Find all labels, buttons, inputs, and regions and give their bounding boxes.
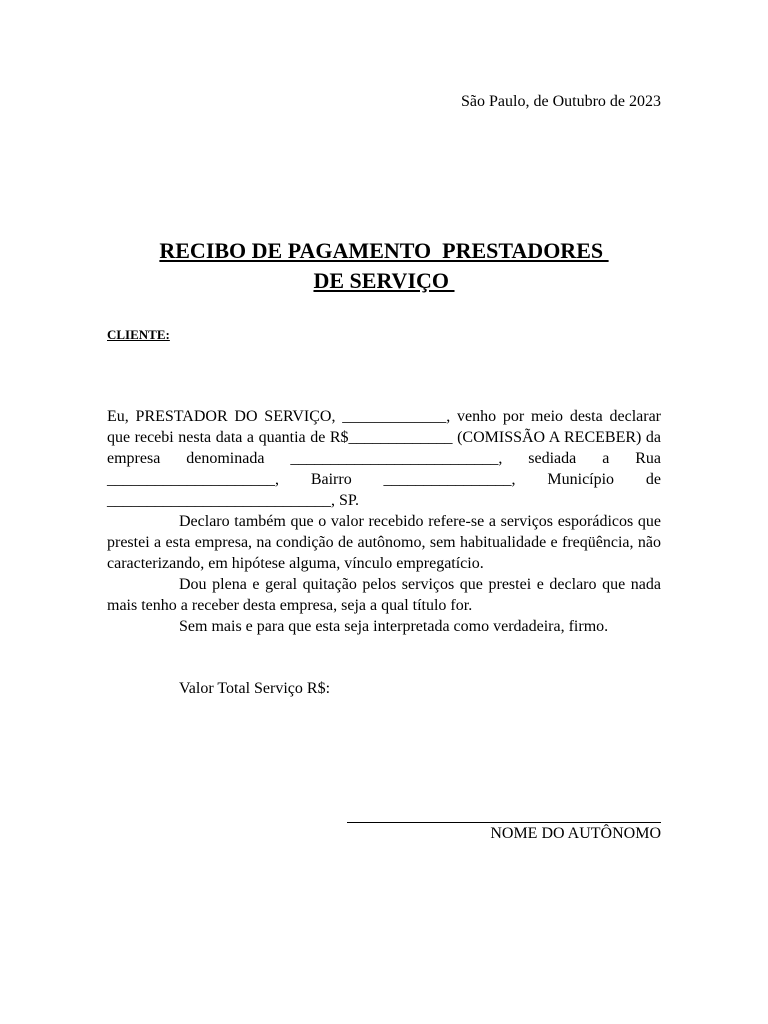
document-title [0,236,768,296]
discharge-paragraph: Dou plena e geral quitação pelos serviços que prestei e declaro que nada mais tenho a receber desta empresa, seja a qual título for. [107,576,661,614]
signature-line [347,822,661,823]
declaration-paragraph: Eu, PRESTADOR DO SERVIÇO, _____________, venho por meio desta declarar que recebi nesta data a quantia de R$_____________ (COMISSÃO A RECEBER) da empresa denominada __________________________, sediada a Rua _____________________, Bairro ________________, Município de ____________________________, SP. [107,408,661,509]
date-line: São Paulo, de Outubro de 2023 [461,93,661,110]
client-label: CLIENTE: [107,327,170,342]
title-line-1: RECIBO DE PAGAMENTO PRESTADORES [159,238,609,263]
receipt-body [107,406,661,637]
signature-name: NOME DO AUTÔNOMO [490,825,661,842]
closing-paragraph: Sem mais e para que esta seja interpretada como verdadeira, firmo. [179,618,609,635]
service-nature-paragraph: Declaro também que o valor recebido refere-se a serviços esporádicos que prestei a esta empresa, na condição de autônomo, sem habitualidade e freqüência, não caracterizando, em hipótese alguma, vínculo empregatício. [107,513,661,572]
title-line-2: DE SERVIÇO [313,268,455,293]
total-value-label: Valor Total Serviço R$: [179,680,331,697]
